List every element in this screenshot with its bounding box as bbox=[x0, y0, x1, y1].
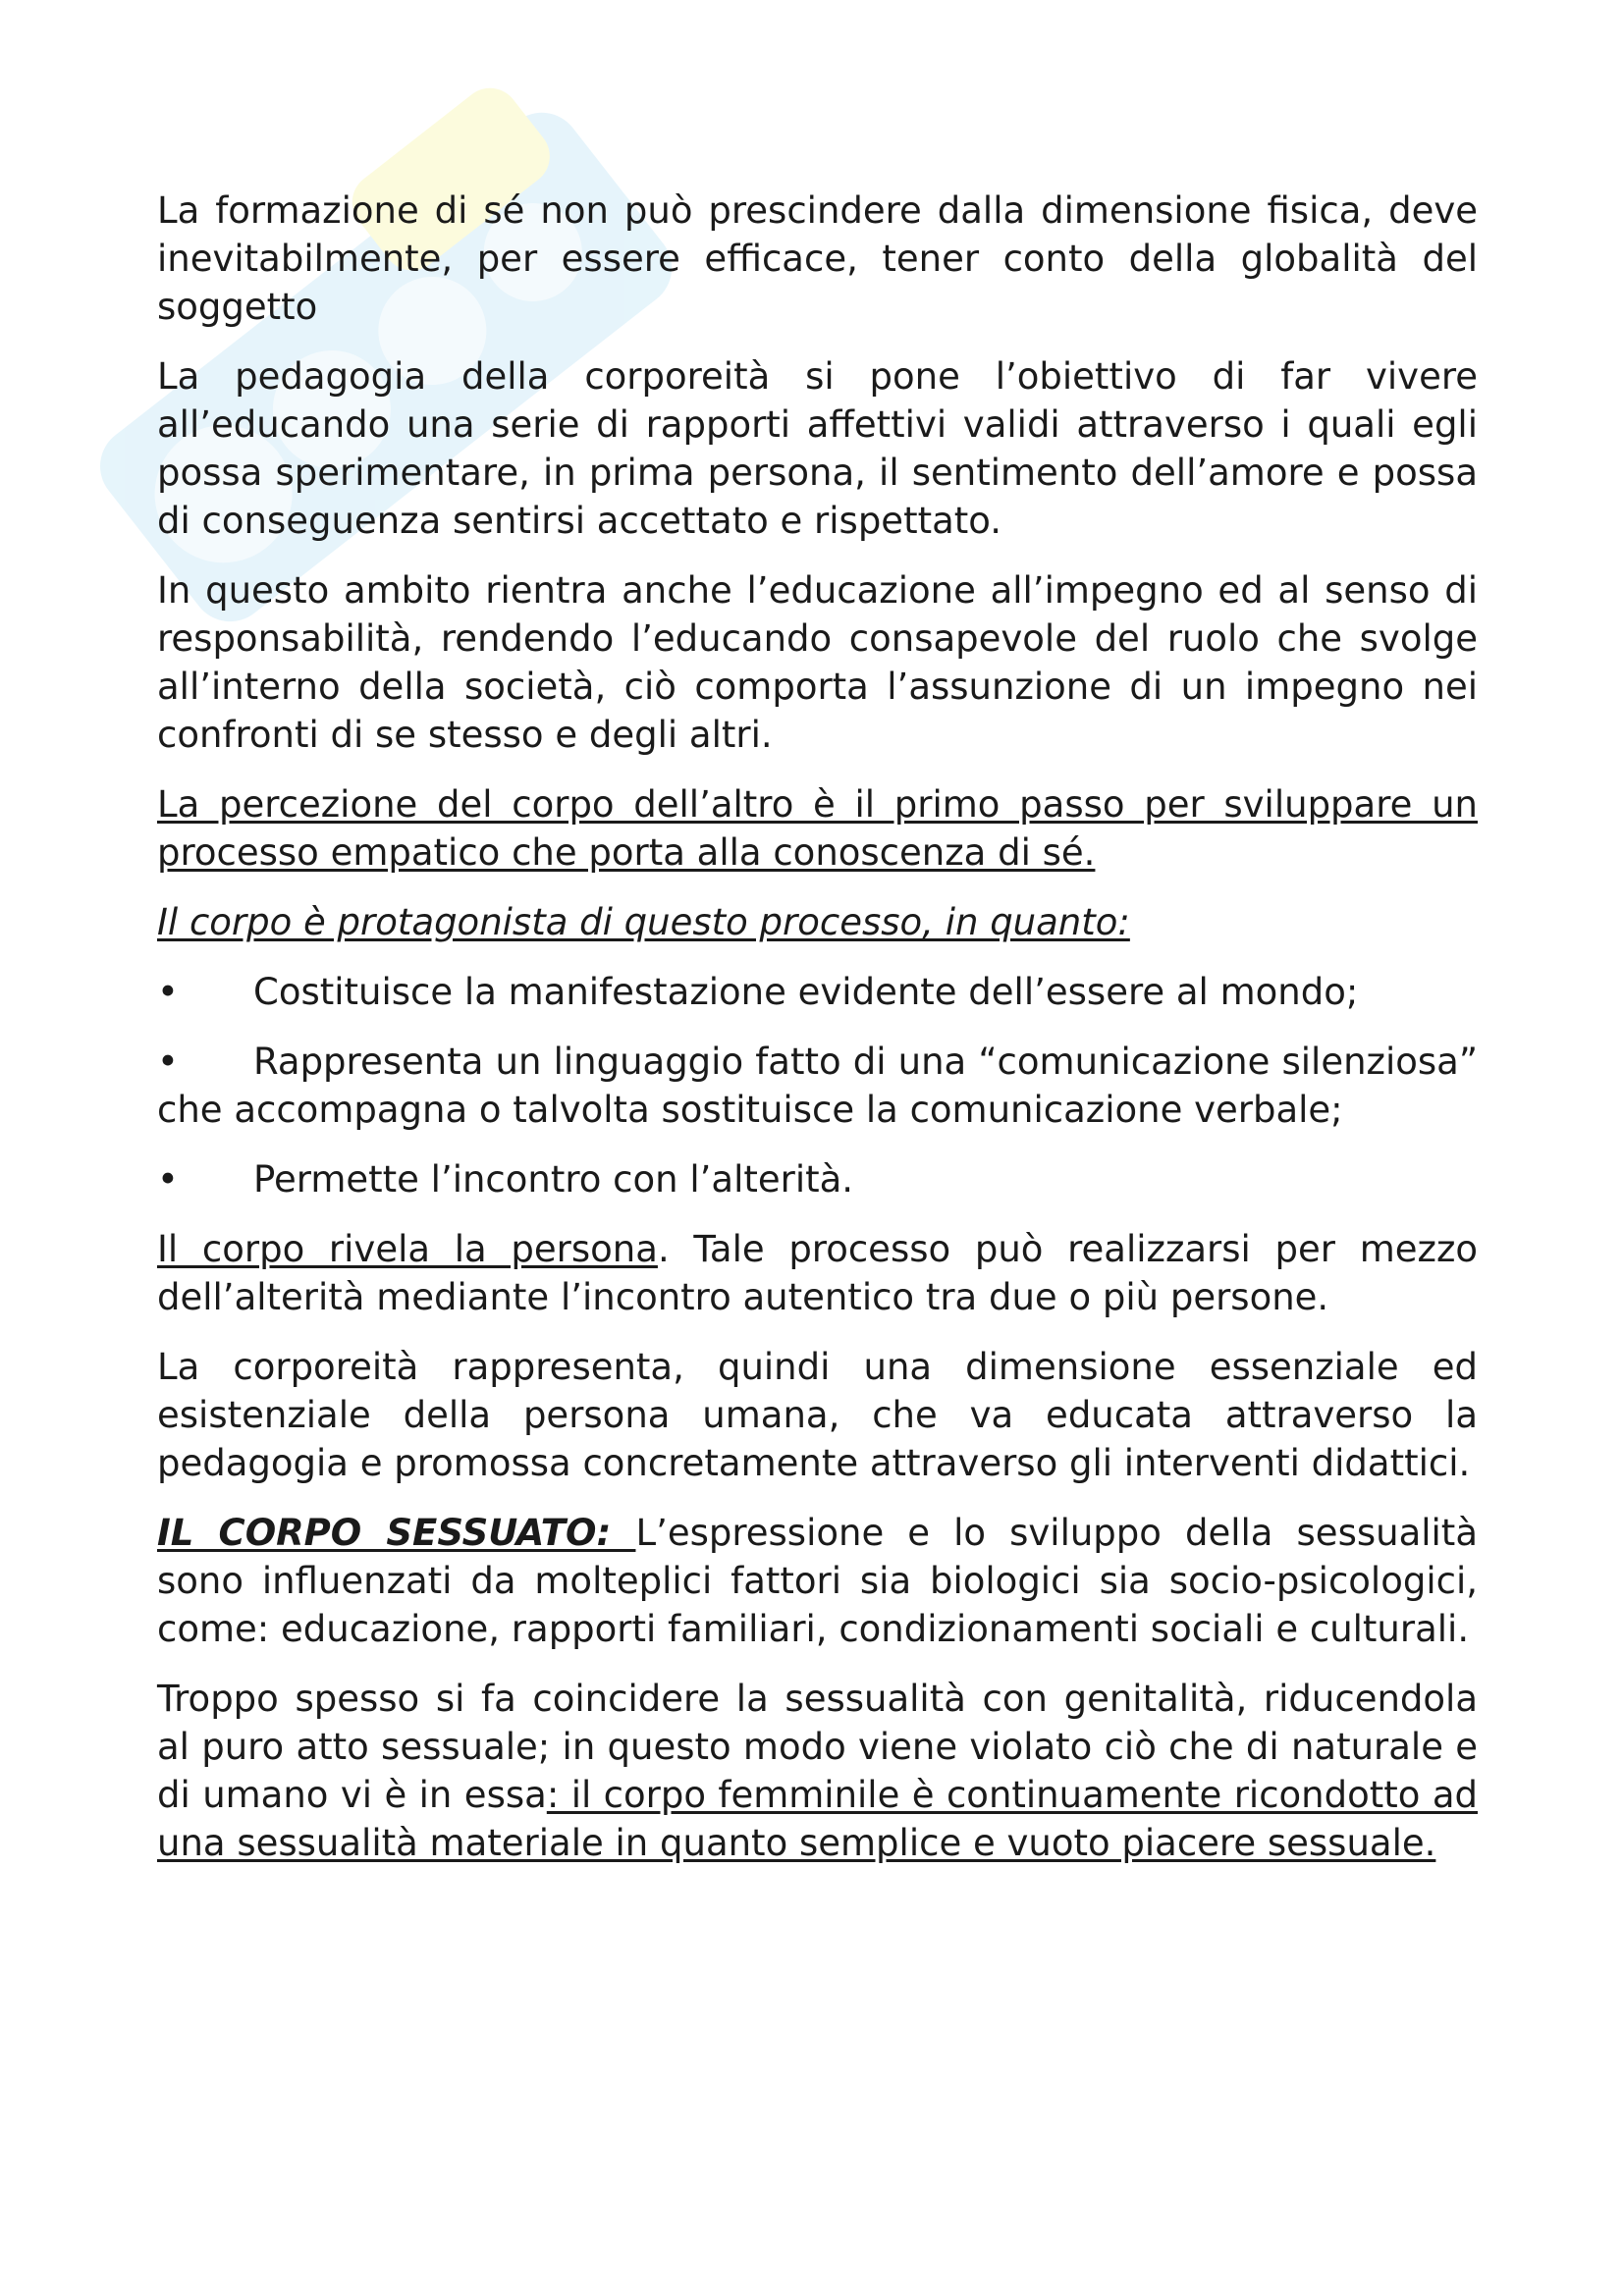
bullet-text: Costituisce la manifestazione evidente dell’essere al mondo; bbox=[253, 971, 1359, 1013]
bullet-item-1 bbox=[157, 968, 1478, 1016]
paragraph-text: L’espressione e lo sviluppo della sessualità sono influenzati da molteplici fattori sia biologici sia socio-psicologici, come: educazione, rapporti familiari, condizionamenti sociali e culturali. bbox=[157, 1512, 1478, 1650]
section-heading: IL CORPO SESSUATO: bbox=[157, 1512, 636, 1554]
bullet-icon: • bbox=[157, 1041, 179, 1083]
paragraph-2: La pedagogia della corporeità si pone l’obiettivo di far vivere all’educando una serie di rapporti affettivi validi attraverso i quali egli possa sperimentare, in prima persona, il sentimento dell’amore e possa di conseguenza sentirsi accettato e rispettato. bbox=[157, 355, 1478, 542]
bullet-text: Permette l’incontro con l’alterità. bbox=[253, 1158, 854, 1201]
paragraph-7: La corporeità rappresenta, quindi una dimensione essenziale ed esistenziale della persona umana, che va educata attraverso la pedagogia e promossa concretamente attraverso gli interventi didattici. bbox=[157, 1346, 1478, 1484]
paragraph-9 bbox=[157, 1675, 1478, 1867]
paragraph-3: In questo ambito rientra anche l’educazione all’impegno ed al senso di responsabilità, rendendo l’educando consapevole del ruolo che svolge all’interno della società, ciò comporta l’assunzione di un impegno nei confronti di se stesso e degli altri. bbox=[157, 569, 1478, 756]
paragraph-text: . Tale processo può realizzarsi per mezzo dell’alterità mediante l’incontro autentico tra due o più persone. bbox=[157, 1228, 1478, 1318]
bullet-item-3 bbox=[157, 1155, 1478, 1203]
bullet-icon: • bbox=[157, 1158, 179, 1201]
bullet-icon: • bbox=[157, 971, 179, 1013]
document-page bbox=[157, 187, 1478, 1889]
italic-underlined-text: Il corpo è protagonista di questo processo, in quanto: bbox=[157, 901, 1130, 943]
underlined-text: La percezione del corpo dell’altro è il primo passo per sviluppare un processo empatico che porta alla conoscenza di sé. bbox=[157, 783, 1478, 874]
underlined-text: Il corpo rivela la persona bbox=[157, 1228, 658, 1270]
paragraph-text: Troppo spesso si fa coincidere la sessualità con genitalità, riducendola al puro atto sessuale; in questo modo viene violato ciò che di naturale e di umano vi è in essa bbox=[157, 1678, 1478, 1816]
paragraph-8 bbox=[157, 1509, 1478, 1653]
paragraph-4 bbox=[157, 780, 1478, 877]
underlined-text: : il corpo femminile è continuamente ricondotto ad una sessualità materiale in quanto semplice e vuoto piacere sessuale. bbox=[157, 1774, 1478, 1864]
bullet-item-2 bbox=[157, 1038, 1478, 1134]
paragraph-5 bbox=[157, 898, 1478, 946]
bullet-text: Rappresenta un linguaggio fatto di una “comunicazione silenziosa” che accompagna o talvolta sostituisce la comunicazione verbale; bbox=[157, 1041, 1478, 1131]
paragraph-1: La formazione di sé non può prescindere dalla dimensione fisica, deve inevitabilmente, per essere efficace, tener conto della globalità del soggetto bbox=[157, 189, 1478, 328]
paragraph-6 bbox=[157, 1225, 1478, 1321]
